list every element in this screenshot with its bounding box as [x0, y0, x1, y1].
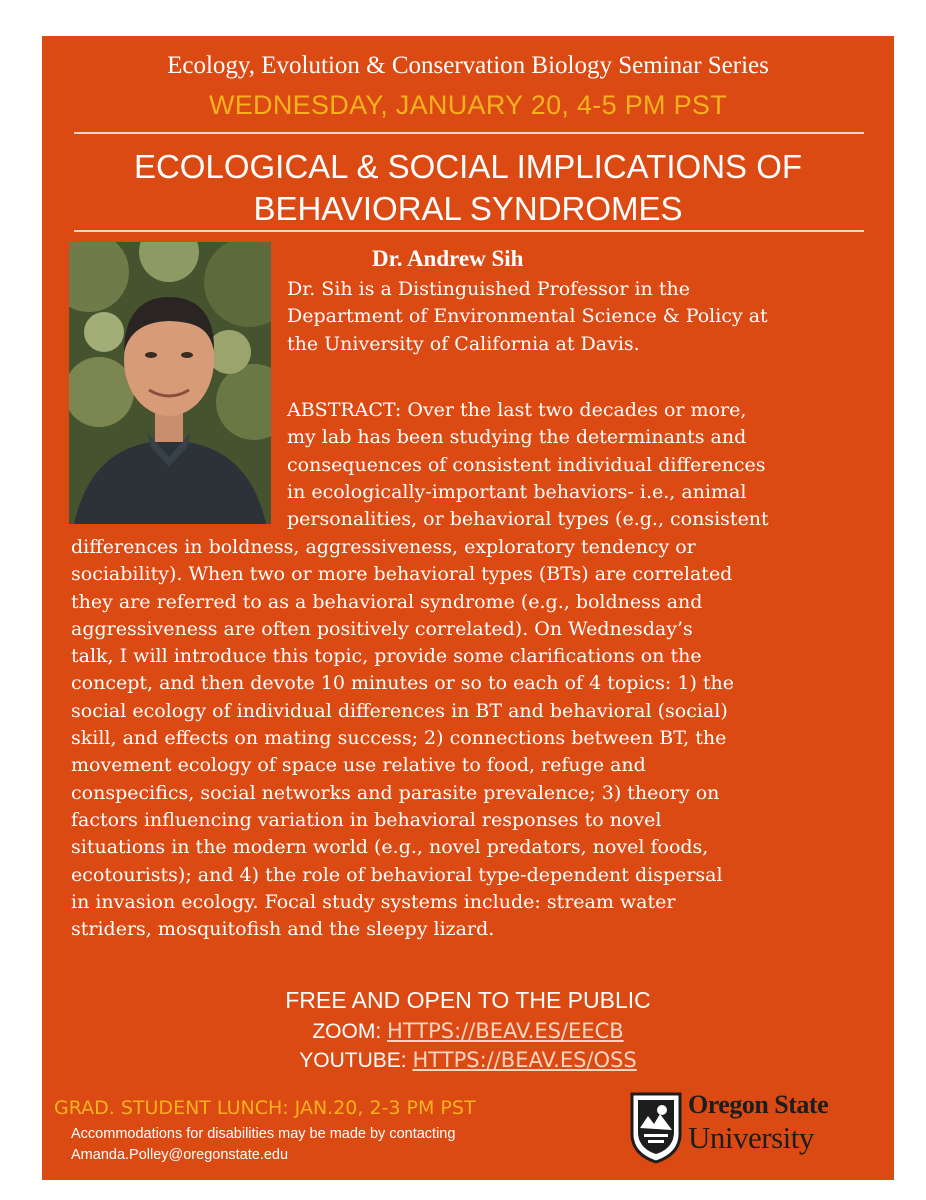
youtube-link[interactable]: HTTPS://BEAV.ES/OSS [412, 1048, 637, 1072]
abstract-line: personalities, or behavioral types (e.g., consistent [287, 508, 769, 531]
grad-student-lunch: GRAD. STUDENT LUNCH: JAN.20, 2-3 PM PST [54, 1097, 476, 1119]
osu-name-line-1: Oregon State [688, 1090, 829, 1119]
abstract-line: sociability). When two or more behavioral types (BTs) are correlated [71, 563, 733, 586]
abstract-line: situations in the modern world (e.g., novel predators, novel foods, [71, 836, 709, 859]
speaker-portrait-image [69, 242, 271, 524]
divider-top [74, 132, 864, 134]
abstract-full-width [71, 534, 886, 943]
bio-line: Dr. Sih is a Distinguished Professor in the [287, 278, 690, 300]
bio-line: Department of Environmental Science & Policy at [287, 305, 768, 328]
abstract-line: factors influencing variation in behavioral responses to novel [71, 808, 662, 831]
speaker-photo [69, 242, 271, 524]
abstract-line: ABSTRACT: Over the last two decades or more, [287, 399, 747, 421]
speaker-name: Dr. Andrew Sih [372, 246, 524, 271]
abstract-line: conspecifics, social networks and parasite prevalence; 3) theory on [71, 781, 720, 804]
talk-title-line-2: BEHAVIORAL SYNDROMES [253, 190, 683, 227]
divider-bottom [74, 230, 864, 232]
abstract-line: my lab has been studying the determinants and [287, 426, 747, 449]
osu-name-line-2: University [688, 1120, 814, 1155]
abstract-line: aggressiveness are often positively correlated). On Wednesday’s [71, 617, 693, 640]
seminar-date: WEDNESDAY, JANUARY 20, 4-5 PM PST [208, 90, 728, 120]
abstract-line: they are referred to as a behavioral syndrome (e.g., boldness and [71, 590, 703, 613]
abstract-line: talk, I will introduce this topic, provide some clarifications on the [71, 645, 702, 668]
abstract-line: striders, mosquitofish and the sleepy lizard. [71, 918, 495, 941]
youtube-label: YOUTUBE: [299, 1049, 407, 1072]
abstract-line: concept, and then devote 10 minutes or so to each of 4 topics: 1) the [71, 672, 735, 695]
zoom-link[interactable]: HTTPS://BEAV.ES/EECB [387, 1019, 624, 1043]
zoom-row [42, 1019, 894, 1044]
free-public-notice: FREE AND OPEN TO THE PUBLIC [285, 987, 651, 1013]
seminar-series-title: Ecology, Evolution & Conservation Biology Seminar Series [167, 52, 769, 79]
accommodations-text: Accommodations for disabilities may be made by contacting [71, 1126, 456, 1142]
accommodations-notice [71, 1124, 455, 1166]
abstract-line: in ecologically-important behaviors- i.e., animal [287, 480, 747, 503]
abstract-line: social ecology of individual differences in BT and behavioral (social) [71, 699, 728, 722]
seminar-poster [42, 36, 894, 1180]
bio-line: the University of California at Davis. [287, 332, 640, 355]
accommodations-email: Amanda.Polley@oregonstate.edu [71, 1147, 289, 1163]
osu-logo-block [628, 1088, 828, 1166]
abstract-line: movement ecology of space use relative to food, refuge and [71, 754, 646, 777]
talk-title-line-1: ECOLOGICAL & SOCIAL IMPLICATIONS OF [133, 148, 803, 185]
youtube-row [42, 1048, 894, 1073]
speaker-bio [287, 276, 887, 358]
zoom-label: ZOOM: [312, 1020, 382, 1043]
osu-seal-icon [628, 1088, 684, 1164]
abstract-line: differences in boldness, aggressiveness, exploratory tendency or [71, 536, 696, 558]
talk-title [42, 146, 894, 230]
abstract-line: skill, and effects on mating success; 2) connections between BT, the [71, 727, 727, 750]
abstract-line: ecotourists); and 4) the role of behavioral type-dependent dispersal [71, 863, 723, 886]
abstract-beside-photo [287, 397, 892, 533]
abstract-line: in invasion ecology. Focal study systems include: stream water [71, 890, 676, 913]
abstract-line: consequences of consistent individual differences [287, 453, 766, 476]
